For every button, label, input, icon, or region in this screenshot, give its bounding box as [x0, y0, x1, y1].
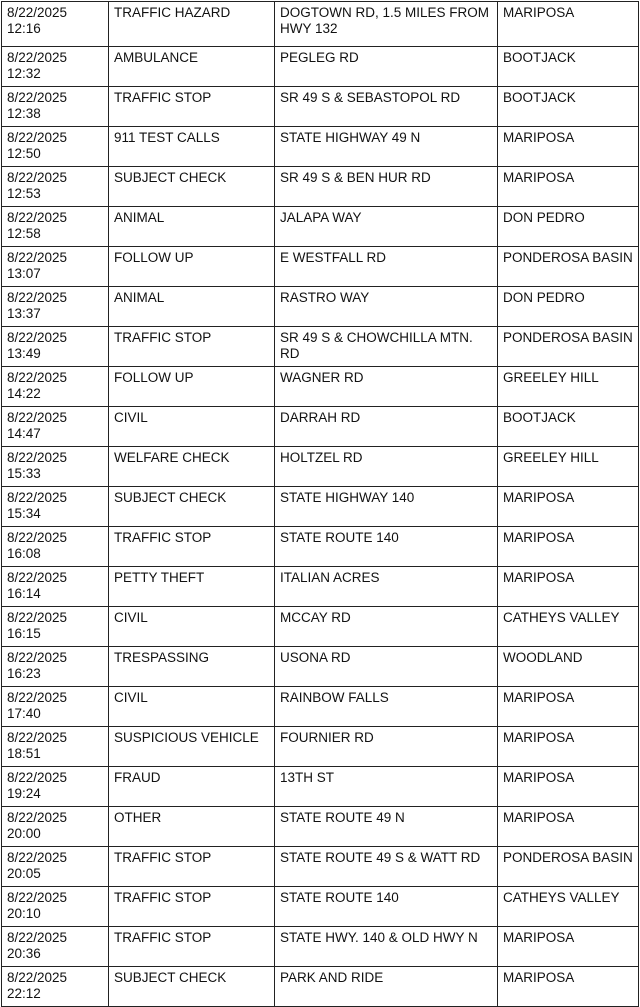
cell-location: E WESTFALL RD [275, 247, 498, 287]
cell-datetime: 8/22/2025 16:14 [2, 567, 109, 607]
cell-location: DARRAH RD [275, 407, 498, 447]
cell-datetime: 8/22/2025 20:05 [2, 847, 109, 887]
cell-area: BOOTJACK [498, 87, 639, 127]
cell-area: WOODLAND [498, 647, 639, 687]
cell-call-type: 911 TEST CALLS [109, 127, 275, 167]
table-row [2, 407, 639, 447]
cell-call-type: SUBJECT CHECK [109, 167, 275, 207]
cell-location: FOURNIER RD [275, 727, 498, 767]
cell-area: PONDEROSA BASIN [498, 847, 639, 887]
cell-call-type: AMBULANCE [109, 47, 275, 87]
cell-datetime: 8/22/2025 20:36 [2, 927, 109, 967]
table-row [2, 247, 639, 287]
cell-location: SR 49 S & CHOWCHILLA MTN. RD [275, 327, 498, 367]
cell-call-type: WELFARE CHECK [109, 447, 275, 487]
cell-area: CATHEYS VALLEY [498, 607, 639, 647]
cell-location: STATE ROUTE 49 N [275, 807, 498, 847]
table-row [2, 287, 639, 327]
cell-area: MARIPOSA [498, 527, 639, 567]
table-row [2, 87, 639, 127]
cell-location: STATE HWY. 140 & OLD HWY N [275, 927, 498, 967]
cell-call-type: SUSPICIOUS VEHICLE [109, 727, 275, 767]
table-row [2, 607, 639, 647]
cell-call-type: TRAFFIC STOP [109, 327, 275, 367]
cell-call-type: TRAFFIC STOP [109, 887, 275, 927]
cell-location: RAINBOW FALLS [275, 687, 498, 727]
cell-call-type: FOLLOW UP [109, 247, 275, 287]
cell-location: JALAPA WAY [275, 207, 498, 247]
cell-datetime: 8/22/2025 14:22 [2, 367, 109, 407]
cell-location: WAGNER RD [275, 367, 498, 407]
cell-datetime: 8/22/2025 19:24 [2, 767, 109, 807]
cell-datetime: 8/22/2025 14:47 [2, 407, 109, 447]
cell-area: PONDEROSA BASIN [498, 247, 639, 287]
table-row [2, 647, 639, 687]
cell-area: BOOTJACK [498, 47, 639, 87]
cell-datetime: 8/22/2025 12:32 [2, 47, 109, 87]
table-row [2, 447, 639, 487]
cell-area: DON PEDRO [498, 207, 639, 247]
cell-location: STATE ROUTE 49 S & WATT RD [275, 847, 498, 887]
cell-location: SR 49 S & SEBASTOPOL RD [275, 87, 498, 127]
cell-location: HOLTZEL RD [275, 447, 498, 487]
cell-call-type: FOLLOW UP [109, 367, 275, 407]
cell-call-type: TRAFFIC HAZARD [109, 2, 275, 47]
cell-call-type: TRAFFIC STOP [109, 927, 275, 967]
cell-call-type: ANIMAL [109, 287, 275, 327]
cell-datetime: 8/22/2025 12:58 [2, 207, 109, 247]
table-row [2, 167, 639, 207]
cell-area: MARIPOSA [498, 967, 639, 1007]
cell-area: MARIPOSA [498, 2, 639, 47]
cell-call-type: TRAFFIC STOP [109, 527, 275, 567]
cell-location: ITALIAN ACRES [275, 567, 498, 607]
cell-datetime: 8/22/2025 13:49 [2, 327, 109, 367]
table-row [2, 767, 639, 807]
cell-call-type: SUBJECT CHECK [109, 487, 275, 527]
cell-call-type: SUBJECT CHECK [109, 967, 275, 1007]
cell-area: CATHEYS VALLEY [498, 887, 639, 927]
cell-datetime: 8/22/2025 15:33 [2, 447, 109, 487]
cell-datetime: 8/22/2025 16:08 [2, 527, 109, 567]
cell-datetime: 8/22/2025 15:34 [2, 487, 109, 527]
call-log-body [2, 2, 639, 1007]
cell-datetime: 8/22/2025 12:38 [2, 87, 109, 127]
cell-location: PEGLEG RD [275, 47, 498, 87]
cell-datetime: 8/22/2025 12:16 [2, 2, 109, 47]
cell-datetime: 8/22/2025 16:15 [2, 607, 109, 647]
cell-location: PARK AND RIDE [275, 967, 498, 1007]
table-row [2, 127, 639, 167]
cell-call-type: TRAFFIC STOP [109, 87, 275, 127]
cell-datetime: 8/22/2025 17:40 [2, 687, 109, 727]
cell-area: MARIPOSA [498, 487, 639, 527]
cell-datetime: 8/22/2025 20:00 [2, 807, 109, 847]
table-row [2, 847, 639, 887]
cell-call-type: TRESPASSING [109, 647, 275, 687]
cell-call-type: CIVIL [109, 687, 275, 727]
cell-datetime: 8/22/2025 20:10 [2, 887, 109, 927]
table-row [2, 567, 639, 607]
cell-location: 13TH ST [275, 767, 498, 807]
cell-location: STATE ROUTE 140 [275, 527, 498, 567]
cell-area: MARIPOSA [498, 807, 639, 847]
cell-datetime: 8/22/2025 12:50 [2, 127, 109, 167]
cell-call-type: CIVIL [109, 407, 275, 447]
cell-area: MARIPOSA [498, 567, 639, 607]
cell-location: USONA RD [275, 647, 498, 687]
cell-area: GREELEY HILL [498, 367, 639, 407]
cell-call-type: FRAUD [109, 767, 275, 807]
cell-area: DON PEDRO [498, 287, 639, 327]
cell-datetime: 8/22/2025 13:37 [2, 287, 109, 327]
cell-call-type: OTHER [109, 807, 275, 847]
cell-datetime: 8/22/2025 22:12 [2, 967, 109, 1007]
table-row [2, 327, 639, 367]
table-row [2, 807, 639, 847]
table-row [2, 207, 639, 247]
cell-area: MARIPOSA [498, 127, 639, 167]
table-row [2, 967, 639, 1007]
cell-location: STATE HIGHWAY 49 N [275, 127, 498, 167]
cell-area: MARIPOSA [498, 927, 639, 967]
cell-datetime: 8/22/2025 18:51 [2, 727, 109, 767]
table-row [2, 2, 639, 47]
table-row [2, 367, 639, 407]
cell-call-type: CIVIL [109, 607, 275, 647]
cell-datetime: 8/22/2025 16:23 [2, 647, 109, 687]
cell-location: STATE ROUTE 140 [275, 887, 498, 927]
cell-call-type: PETTY THEFT [109, 567, 275, 607]
cell-datetime: 8/22/2025 13:07 [2, 247, 109, 287]
table-row [2, 887, 639, 927]
cell-area: BOOTJACK [498, 407, 639, 447]
table-row [2, 927, 639, 967]
table-row [2, 527, 639, 567]
cell-location: DOGTOWN RD, 1.5 MILES FROM HWY 132 [275, 2, 498, 47]
cell-area: MARIPOSA [498, 727, 639, 767]
cell-datetime: 8/22/2025 12:53 [2, 167, 109, 207]
cell-location: STATE HIGHWAY 140 [275, 487, 498, 527]
cell-area: PONDEROSA BASIN [498, 327, 639, 367]
cell-call-type: TRAFFIC STOP [109, 847, 275, 887]
table-row [2, 487, 639, 527]
cell-area: MARIPOSA [498, 167, 639, 207]
cell-location: RASTRO WAY [275, 287, 498, 327]
table-row [2, 47, 639, 87]
cell-area: MARIPOSA [498, 687, 639, 727]
cell-location: SR 49 S & BEN HUR RD [275, 167, 498, 207]
cell-area: GREELEY HILL [498, 447, 639, 487]
call-log-table [1, 1, 639, 1007]
cell-location: MCCAY RD [275, 607, 498, 647]
table-row [2, 727, 639, 767]
cell-call-type: ANIMAL [109, 207, 275, 247]
cell-area: MARIPOSA [498, 767, 639, 807]
